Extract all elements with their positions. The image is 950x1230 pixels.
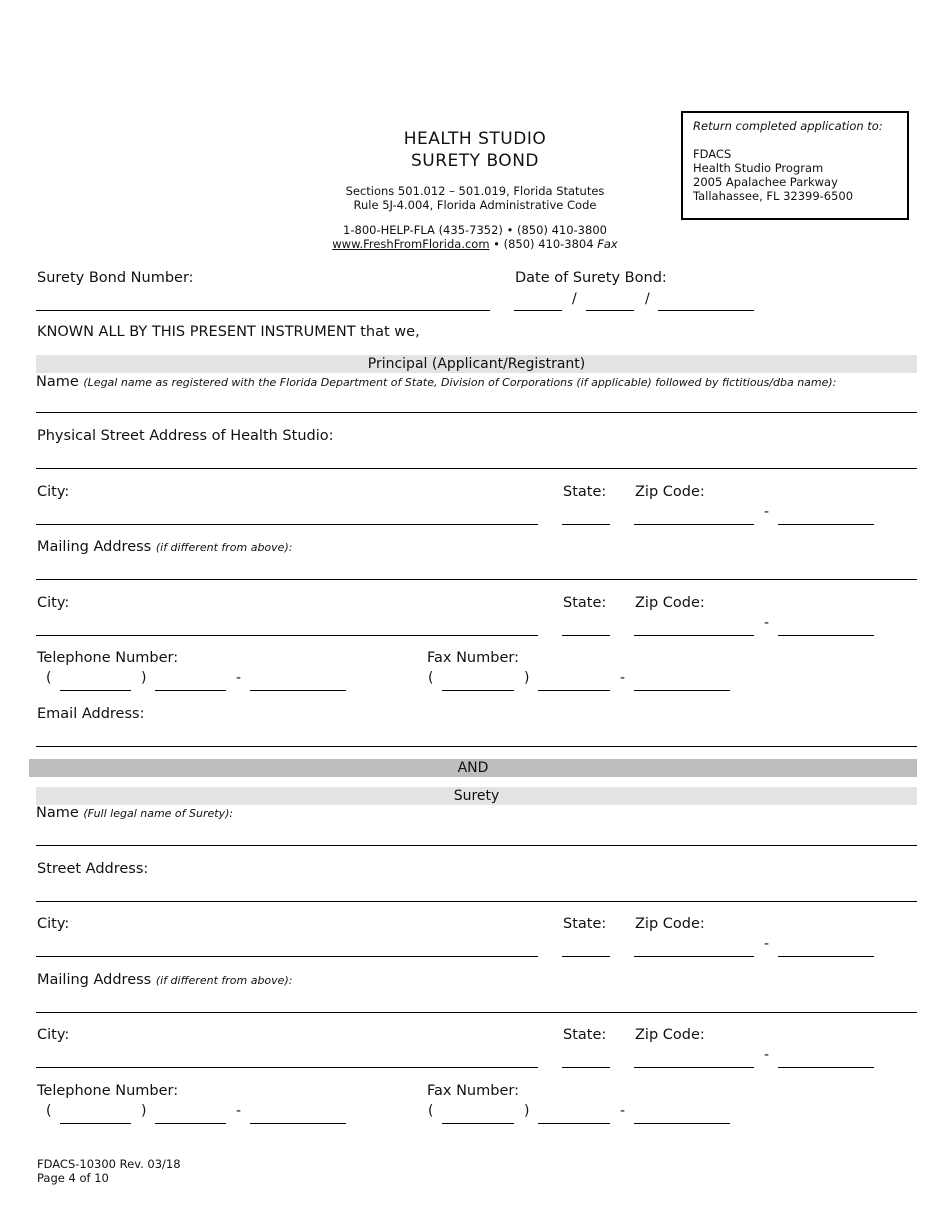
date-sep-2: / [645, 291, 650, 307]
surety-fax-line[interactable] [634, 1123, 730, 1124]
surety-mailing-hint: (if different from above): [155, 974, 293, 987]
principal-mail-zip-field[interactable] [634, 635, 754, 636]
surety-mail-state-label: State: [563, 1027, 607, 1043]
website-line [280, 237, 670, 251]
principal-mail-city-field[interactable] [36, 635, 538, 636]
return-heading: Return completed application to: [693, 119, 883, 133]
statutes-text: Sections 501.012 – 501.019, Florida Statutes [345, 184, 605, 198]
surety-zip-dash: - [764, 936, 770, 952]
form-title-line1: HEALTH STUDIO [403, 129, 547, 149]
surety-phone-dash: - [236, 1103, 242, 1119]
form-title-line2: SURETY BOND [410, 151, 539, 171]
return-line3: 2005 Apalachee Parkway [693, 175, 838, 189]
principal-mail-zip-dash: - [764, 615, 770, 631]
surety-name-field[interactable] [36, 845, 917, 846]
principal-fax-label: Fax Number: [427, 650, 519, 666]
principal-phone-open: ( [46, 670, 52, 686]
principal-mailing-hint: (if different from above): [155, 541, 293, 554]
principal-mailing-label-row [37, 539, 292, 555]
bond-date-year[interactable] [658, 310, 754, 311]
surety-fax-open: ( [428, 1103, 434, 1119]
principal-fax-prefix[interactable] [538, 690, 610, 691]
principal-name-label: Name [36, 374, 79, 390]
principal-mail-zip4-field[interactable] [778, 635, 874, 636]
principal-mailing-label: Mailing Address [37, 539, 152, 555]
surety-mail-zip-field[interactable] [634, 1067, 754, 1068]
surety-phone-close: ) [141, 1103, 147, 1119]
principal-phone-label: Telephone Number: [37, 650, 179, 666]
physical-address-field[interactable] [36, 468, 917, 469]
principal-zip4-field[interactable] [778, 524, 874, 525]
surety-mail-zip4-field[interactable] [778, 1067, 874, 1068]
phone-line: 1-800-HELP-FLA (435-7352) • (850) 410-3800 [343, 223, 607, 237]
principal-section-header: Principal (Applicant/Registrant) [36, 355, 917, 373]
fax-prefix: • (850) 410-3804 [489, 237, 598, 251]
date-sep-1: / [572, 291, 577, 307]
surety-mail-zip-dash: - [764, 1047, 770, 1063]
principal-fax-area[interactable] [442, 690, 514, 691]
bond-date-month[interactable] [514, 310, 562, 311]
principal-mail-city-label: City: [37, 595, 70, 611]
surety-city-label: City: [37, 916, 70, 932]
principal-fax-dash: - [620, 670, 626, 686]
principal-phone-area[interactable] [60, 690, 131, 691]
principal-state-field[interactable] [562, 524, 610, 525]
surety-street-field[interactable] [36, 901, 917, 902]
principal-name-field[interactable] [36, 412, 917, 413]
principal-city-label: City: [37, 484, 70, 500]
principal-name-label-row [36, 374, 836, 390]
surety-phone-area[interactable] [60, 1123, 131, 1124]
physical-address-label: Physical Street Address of Health Studio: [37, 428, 334, 444]
surety-section-header: Surety [36, 787, 917, 805]
principal-email-field[interactable] [36, 746, 917, 747]
bond-number-label: Surety Bond Number: [37, 270, 194, 286]
surety-fax-area[interactable] [442, 1123, 514, 1124]
principal-mailing-field[interactable] [36, 579, 917, 580]
bond-date-day[interactable] [586, 310, 634, 311]
surety-name-hint: (Full legal name of Surety): [83, 807, 234, 820]
surety-name-label-row [36, 805, 233, 821]
surety-fax-dash: - [620, 1103, 626, 1119]
surety-phone-open: ( [46, 1103, 52, 1119]
surety-mail-city-label: City: [37, 1027, 70, 1043]
surety-mail-city-field[interactable] [36, 1067, 538, 1068]
page-number: Page 4 of 10 [37, 1171, 109, 1185]
bond-number-field[interactable] [36, 310, 490, 311]
principal-zip-field[interactable] [634, 524, 754, 525]
surety-mail-state-field[interactable] [562, 1067, 610, 1068]
principal-phone-line[interactable] [250, 690, 346, 691]
principal-fax-close: ) [524, 670, 530, 686]
and-divider: AND [29, 759, 917, 777]
principal-email-label: Email Address: [37, 706, 145, 722]
surety-street-label: Street Address: [37, 861, 149, 877]
principal-mail-zip-label: Zip Code: [635, 595, 705, 611]
principal-phone-dash: - [236, 670, 242, 686]
surety-zip-label: Zip Code: [635, 916, 705, 932]
surety-state-field[interactable] [562, 956, 610, 957]
surety-mailing-field[interactable] [36, 1012, 917, 1013]
surety-fax-prefix[interactable] [538, 1123, 610, 1124]
surety-name-label: Name [36, 805, 79, 821]
principal-mail-state-field[interactable] [562, 635, 610, 636]
return-line2: Health Studio Program [693, 161, 824, 175]
surety-state-label: State: [563, 916, 607, 932]
principal-mail-state-label: State: [563, 595, 607, 611]
principal-name-hint: (Legal name as registered with the Florida Department of State, Division of Corporations (if applicable) followed by fictitious/dba name): [83, 376, 837, 389]
surety-fax-close: ) [524, 1103, 530, 1119]
principal-phone-prefix[interactable] [155, 690, 226, 691]
return-line1: FDACS [693, 147, 732, 161]
surety-zip-field[interactable] [634, 956, 754, 957]
known-all-text: KNOWN ALL BY THIS PRESENT INSTRUMENT that we, [37, 324, 420, 340]
surety-mail-zip-label: Zip Code: [635, 1027, 705, 1043]
form-id: FDACS-10300 Rev. 03/18 [37, 1157, 181, 1171]
surety-phone-label: Telephone Number: [37, 1083, 179, 1099]
principal-state-label: State: [563, 484, 607, 500]
principal-zip-label: Zip Code: [635, 484, 705, 500]
principal-zip-dash: - [764, 504, 770, 520]
bond-date-label: Date of Surety Bond: [515, 270, 667, 286]
principal-city-field[interactable] [36, 524, 538, 525]
surety-city-field[interactable] [36, 956, 538, 957]
principal-phone-close: ) [141, 670, 147, 686]
return-line4: Tallahassee, FL 32399-6500 [693, 189, 854, 203]
surety-mailing-label: Mailing Address [37, 972, 152, 988]
fax-word: Fax [597, 237, 618, 251]
rule-text: Rule 5J-4.004, Florida Administrative Code [353, 198, 597, 212]
surety-fax-label: Fax Number: [427, 1083, 519, 1099]
surety-zip4-field[interactable] [778, 956, 874, 957]
return-address-box [681, 111, 909, 220]
principal-fax-line[interactable] [634, 690, 730, 691]
principal-fax-open: ( [428, 670, 434, 686]
surety-phone-prefix[interactable] [155, 1123, 226, 1124]
website-link[interactable]: www.FreshFromFlorida.com [332, 237, 490, 251]
surety-mailing-label-row [37, 972, 292, 988]
surety-phone-line[interactable] [250, 1123, 346, 1124]
